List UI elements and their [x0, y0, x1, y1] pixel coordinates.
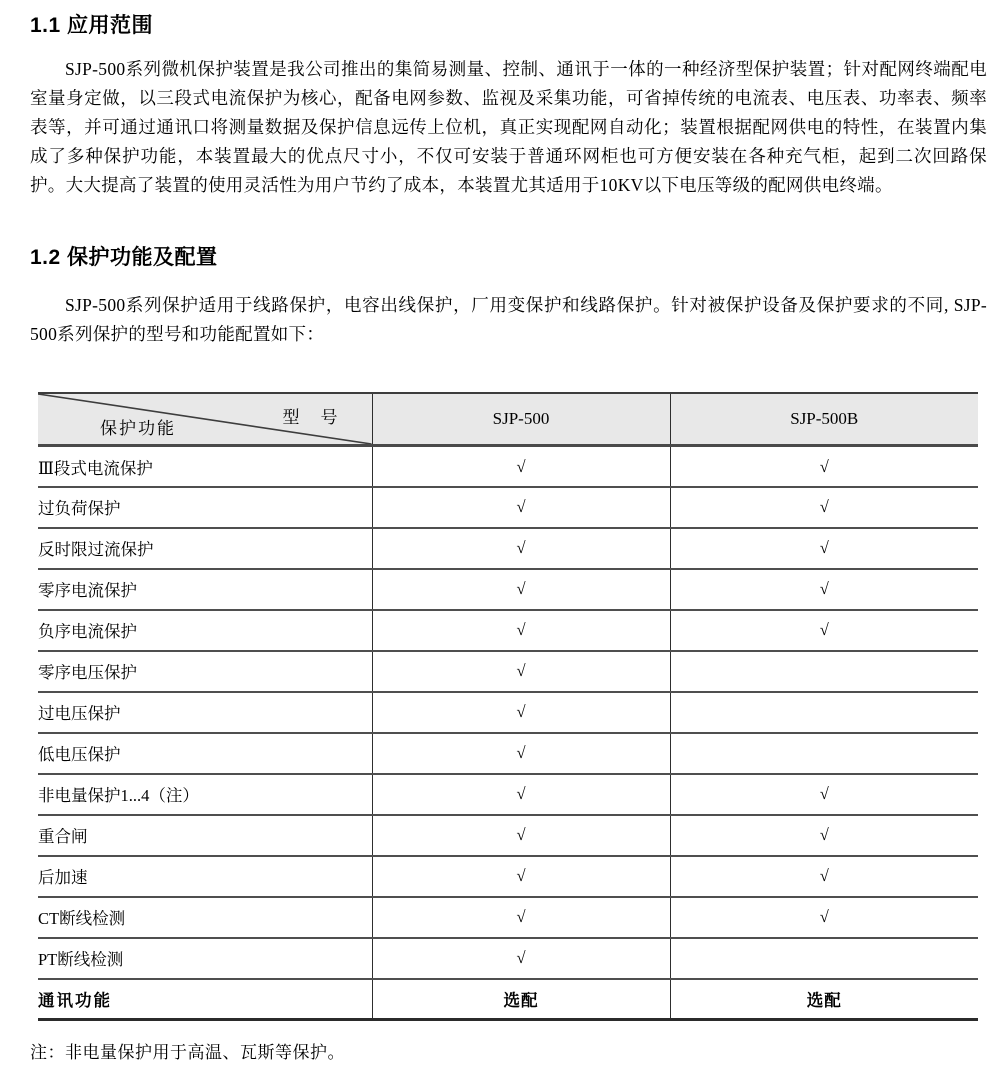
- table-row: [38, 528, 978, 569]
- cell-sjp500: √: [372, 856, 670, 897]
- cell-sjp500b: √: [670, 815, 978, 856]
- cell-sjp500: √: [372, 569, 670, 610]
- row-label: PT断线检测: [38, 938, 372, 979]
- cell-sjp500: √: [372, 610, 670, 651]
- table-row: [38, 733, 978, 774]
- table-row: [38, 938, 978, 979]
- row-label: 通讯功能: [38, 991, 112, 1011]
- table-row: [38, 897, 978, 938]
- cell-sjp500b: √: [670, 528, 978, 569]
- table-row: [38, 569, 978, 610]
- cell-sjp500: √: [372, 692, 670, 733]
- table-row: [38, 487, 978, 528]
- section-1-2-heading: 1.2 保护功能及配置: [30, 246, 218, 270]
- protection-table-body: [38, 446, 978, 1020]
- cell-sjp500b: √: [670, 569, 978, 610]
- table-row: [38, 979, 978, 1020]
- table-row: [38, 692, 978, 733]
- cell-sjp500b: √: [670, 856, 978, 897]
- cell-sjp500b: √: [670, 610, 978, 651]
- row-label: CT断线检测: [38, 897, 372, 938]
- section-1-2-paragraph: SJP-500系列保护适用于线路保护，电容出线保护，厂用变保护和线路保护。针对被保护设备及保护要求的不同, SJP-500系列保护的型号和功能配置如下：: [30, 295, 987, 345]
- table-row: [38, 815, 978, 856]
- table-row: [38, 651, 978, 692]
- row-label: 反时限过流保护: [38, 528, 372, 569]
- cell-sjp500b: [670, 651, 978, 692]
- cell-sjp500: √: [372, 528, 670, 569]
- cell-sjp500b: √: [670, 487, 978, 528]
- cell-sjp500b: √: [670, 774, 978, 815]
- row-label: 重合闸: [38, 815, 372, 856]
- table-row: [38, 610, 978, 651]
- column-header-sjp500b: SJP-500B: [670, 393, 978, 446]
- cell-sjp500: √: [372, 815, 670, 856]
- cell-sjp500b: [670, 733, 978, 774]
- cell-sjp500: √: [372, 733, 670, 774]
- cell-sjp500: √: [372, 446, 670, 487]
- row-label: 非电量保护1...4（注）: [38, 774, 372, 815]
- row-label: 负序电流保护: [38, 610, 372, 651]
- table-note: 注：非电量保护用于高温、瓦斯等保护。: [30, 1043, 345, 1063]
- cell-sjp500: √: [372, 487, 670, 528]
- table-row: [38, 446, 978, 487]
- diagonal-corner-cell: [38, 393, 372, 446]
- corner-label-model: 型 号: [282, 408, 340, 428]
- cell-sjp500b: √: [670, 446, 978, 487]
- row-label: 过负荷保护: [38, 487, 372, 528]
- table-row: [38, 856, 978, 897]
- row-label: Ⅲ段式电流保护: [38, 446, 372, 487]
- cell-sjp500b: 选配: [670, 979, 978, 1020]
- table-row: [38, 774, 978, 815]
- protection-config-table: [38, 392, 978, 1021]
- column-header-sjp500: SJP-500: [372, 393, 670, 446]
- cell-sjp500: √: [372, 774, 670, 815]
- section-1-1-paragraph: SJP-500系列微机保护装置是我公司推出的集简易测量、控制、通讯于一体的一种经济型保护装置；针对配网终端配电室量身定做，以三段式电流保护为核心，配备电网参数、监视及采集功能，可省掉传统的电流表、电压表、功率表、频率表等，并可通过通讯口将测量数据及保护信息远传上位机，真正实现配网自动化；装置根据配网供电的特性，在装置内集成了多种保护功能，本装置最大的优点尺寸小，不仅可安装于普通环网柜也可方便安装在各种充气柜，起到二次回路保护。大大提高了装置的使用灵活性为用户节约了成本，本装置尤其适用于10KV以下电压等级的配网供电终端。: [30, 59, 987, 196]
- table-header-row: [38, 393, 978, 446]
- cell-sjp500: 选配: [372, 979, 670, 1020]
- cell-sjp500b: [670, 692, 978, 733]
- cell-sjp500: √: [372, 897, 670, 938]
- section-1-1-heading: 1.1 应用范围: [30, 14, 154, 37]
- cell-sjp500: √: [372, 938, 670, 979]
- corner-label-protection-function: 保护功能: [100, 419, 176, 439]
- cell-sjp500b: [670, 938, 978, 979]
- row-label: 零序电流保护: [38, 569, 372, 610]
- row-label: 后加速: [38, 856, 372, 897]
- cell-sjp500: √: [372, 651, 670, 692]
- row-label: 过电压保护: [38, 692, 372, 733]
- cell-sjp500b: √: [670, 897, 978, 938]
- row-label: 低电压保护: [38, 733, 372, 774]
- row-label: 零序电压保护: [38, 651, 372, 692]
